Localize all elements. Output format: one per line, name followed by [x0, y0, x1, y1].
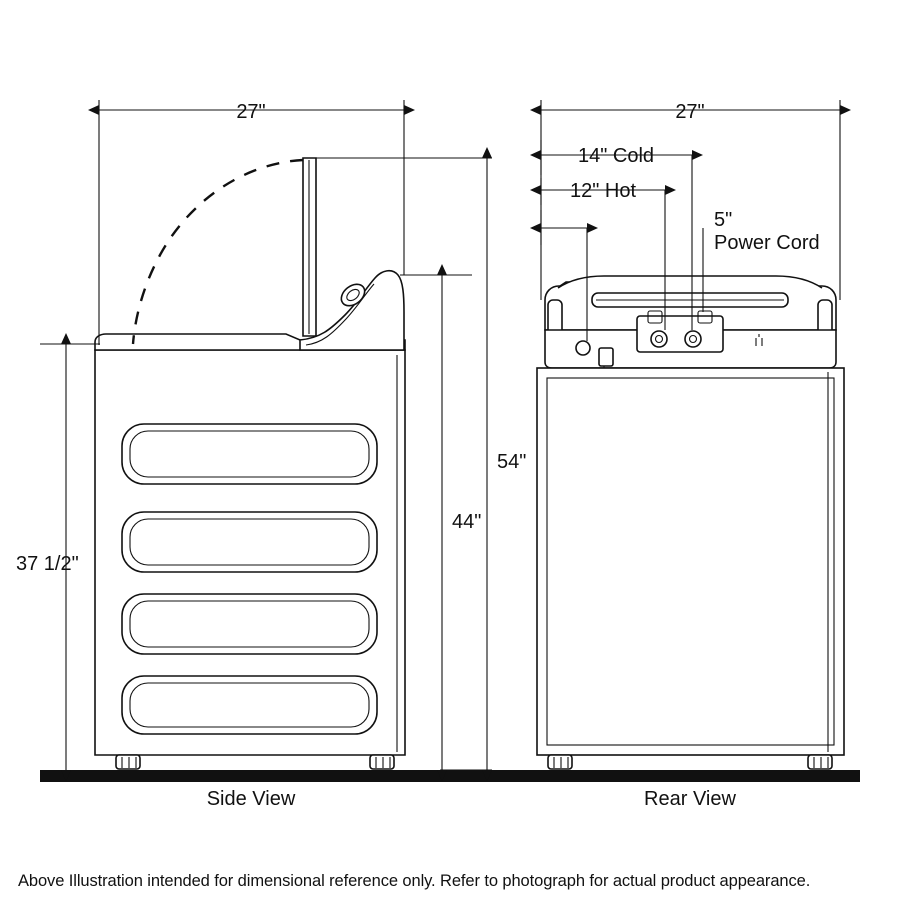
dim-side-total-height: 54"	[497, 451, 527, 473]
rear-view-label: Rear View	[644, 788, 736, 810]
dim-rear-power-cord-value: 5"	[714, 209, 733, 231]
dim-rear-hot: 12" Hot	[569, 180, 637, 202]
side-view-appliance	[95, 158, 405, 769]
lid-swing-arc	[133, 160, 303, 344]
floor-line	[40, 770, 860, 782]
dim-side-front-height: 37 1/2"	[16, 553, 79, 575]
dim-rear-power-cord-label: Power Cord	[714, 232, 820, 254]
dim-side-width: 27"	[236, 101, 266, 123]
dim-side-body-height: 44"	[452, 511, 482, 533]
dim-rear-width: 27"	[675, 101, 705, 123]
dim-rear-cold: 14" Cold	[577, 145, 655, 167]
side-view-label: Side View	[206, 788, 296, 810]
rear-view-appliance	[537, 276, 844, 769]
footnote: Above Illustration intended for dimensional reference only. Refer to photograph for actual product appearance.	[18, 872, 811, 890]
